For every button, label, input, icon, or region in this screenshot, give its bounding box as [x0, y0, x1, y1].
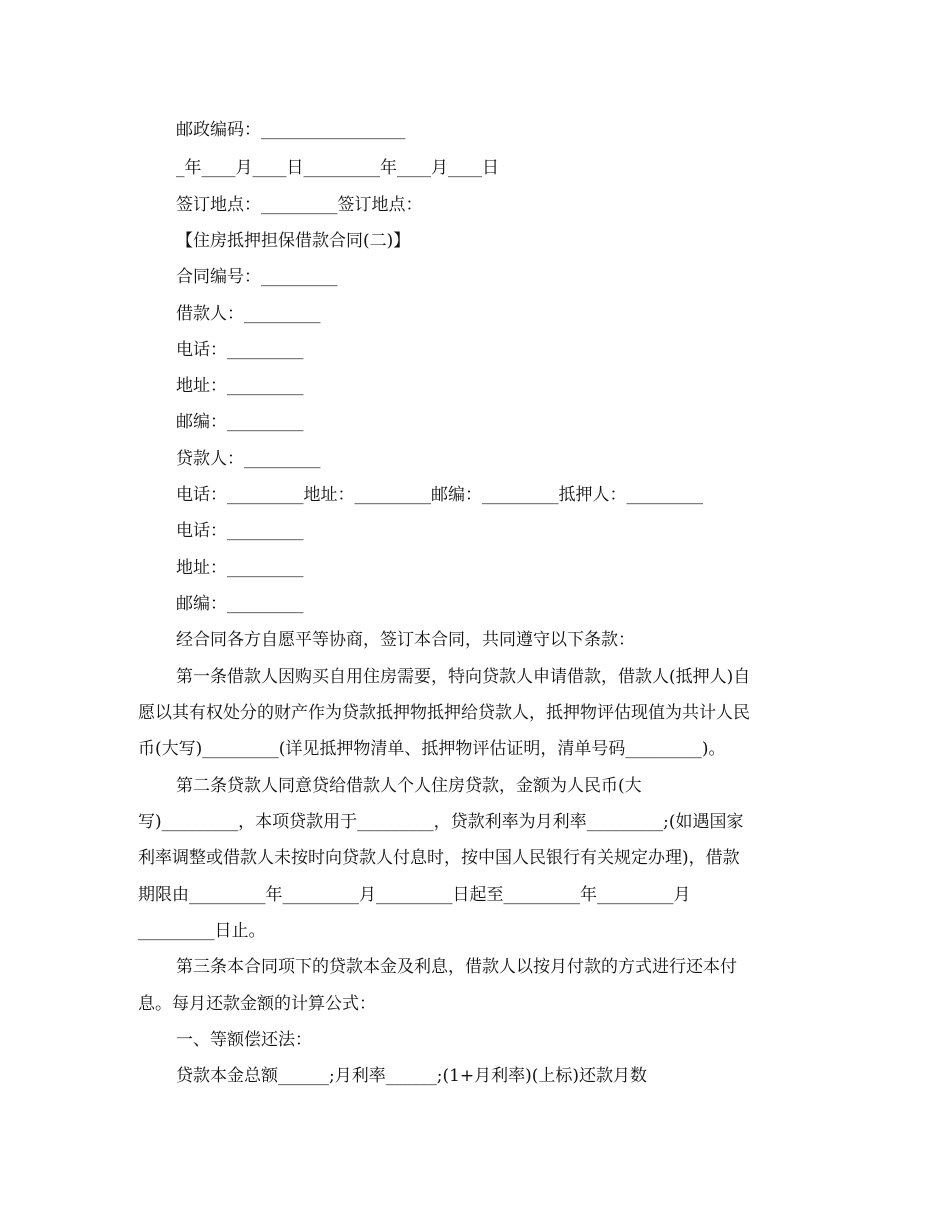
article-1-line-1: 第一条借款人因购买自用住房需要，特向贷款人申请借款，借款人(抵押人)自: [176, 667, 751, 687]
borrower-phone-line: 电话：_________: [176, 340, 304, 360]
signing-place-line: 签订地点：_________签订地点：: [176, 195, 423, 215]
borrower-line: 借款人：_________: [176, 304, 321, 324]
article-2-line-4: 期限由_________年_________月_________日起至_________年_________月: [138, 885, 691, 905]
lender-details-line: 电话：_________地址：_________邮编：_________抵押人：_________: [176, 485, 703, 505]
formula-line: 贷款本金总额______;月利率______;(1+月利率)(上标)还款月数: [176, 1066, 648, 1086]
mortgagor-address-line: 地址：_________: [176, 558, 304, 578]
mortgagor-postcode-line: 邮编：_________: [176, 594, 304, 614]
article-1-line-3: 币(大写)_________(详见抵押物清单、抵押物评估证明，清单号码_________)。: [138, 739, 726, 759]
mortgagor-phone-line: 电话：_________: [176, 521, 304, 541]
article-2-line-3: 利率调整或借款人未按时向贷款人付息时，按中国人民银行有关规定办理)，借款: [138, 848, 740, 868]
contract-number-line: 合同编号：_________: [176, 267, 338, 287]
postal-code-line: 邮政编码：_________________: [176, 120, 406, 140]
article-2-line-5: _________日止。: [138, 921, 266, 941]
borrower-postcode-line: 邮编：_________: [176, 412, 304, 432]
article-3-line-1: 第三条本合同项下的贷款本金及利息，借款人以按月付款的方式进行还本付: [176, 957, 737, 977]
article-3-line-2: 息。每月还款金额的计算公式：: [138, 994, 376, 1014]
repayment-method-heading: 一、等额偿还法：: [176, 1030, 312, 1050]
date-line: _年____月____日_________年____月____日: [176, 158, 499, 178]
article-2-line-1: 第二条贷款人同意贷给借款人个人住房贷款，金额为人民币(大: [176, 776, 642, 796]
contract-title: 【住房抵押担保借款合同(二)】: [176, 231, 411, 251]
article-2-line-2: 写)_________，本项贷款用于_________，贷款利率为月利率_________;(如遇国家: [138, 812, 744, 832]
article-1-line-2: 愿以其有权处分的财产作为贷款抵押物抵押给贷款人，抵押物评估现值为共计人民: [138, 703, 750, 723]
preamble-paragraph: 经合同各方自愿平等协商，签订本合同，共同遵守以下条款：: [176, 630, 635, 650]
borrower-address-line: 地址：_________: [176, 376, 304, 396]
lender-line: 贷款人：_________: [176, 449, 321, 469]
